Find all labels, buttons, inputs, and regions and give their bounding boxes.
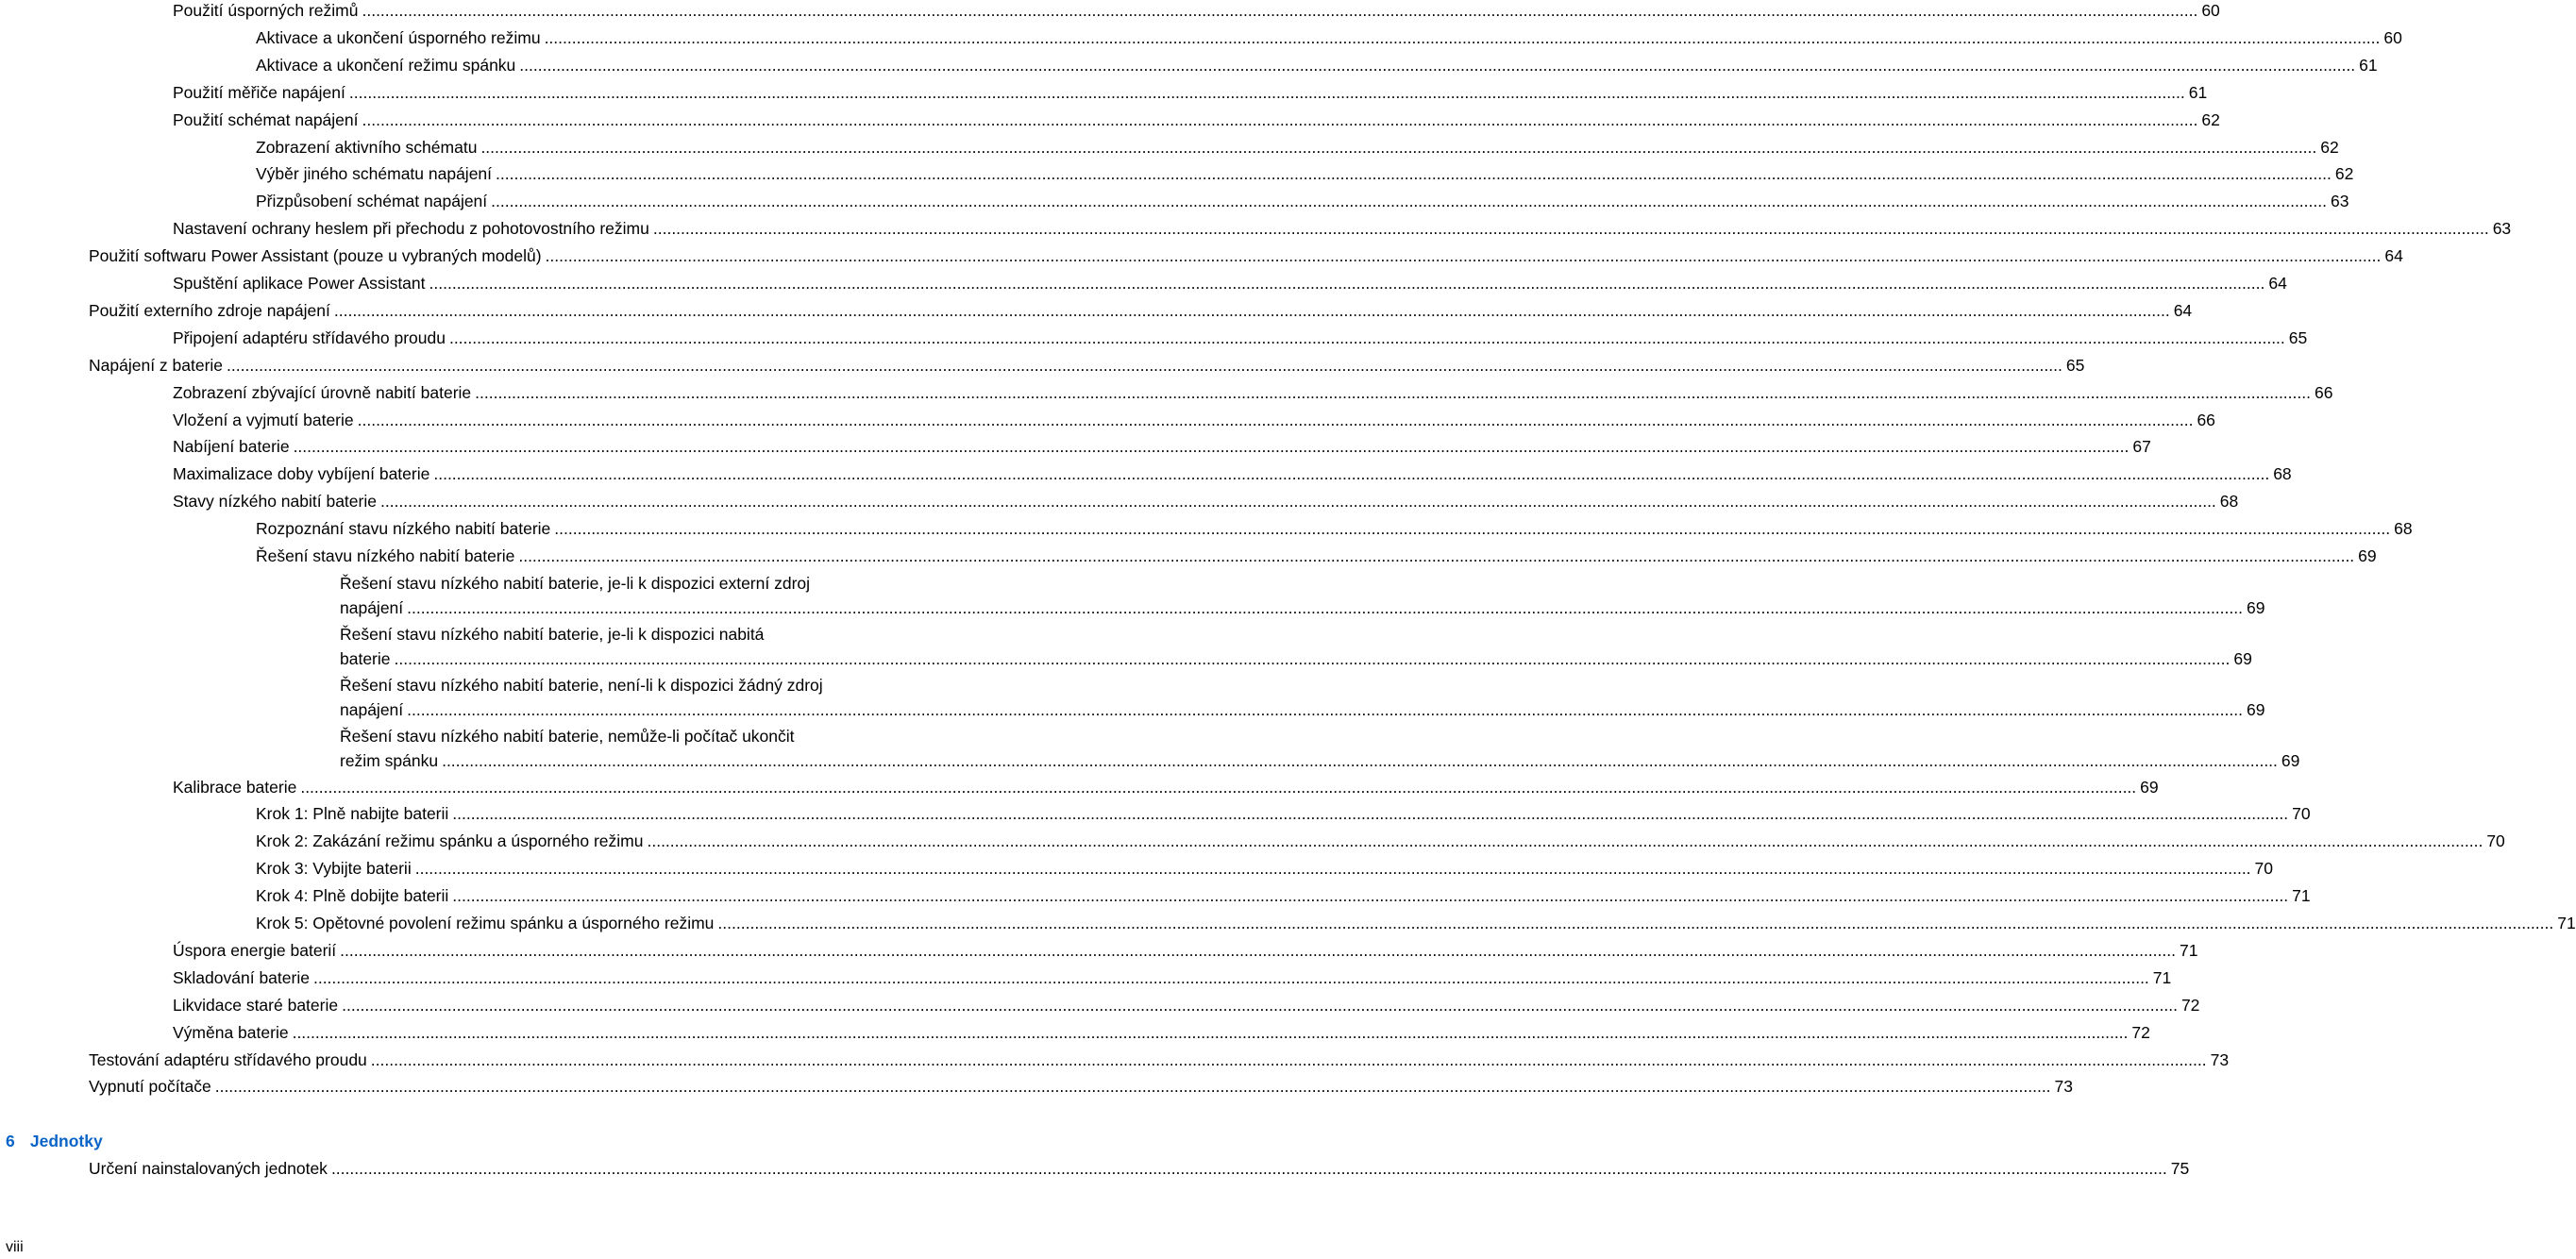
- dot-leader: ................................................................................................................................................................................................................................................................................................................................................................................................................: [379, 492, 2216, 512]
- toc-entry[interactable]: [173, 408, 2215, 432]
- toc-entry[interactable]: [256, 189, 2349, 213]
- toc-entry-title: napájení: [340, 699, 404, 719]
- toc-entry[interactable]: [256, 911, 2576, 935]
- toc-entry-line: [256, 53, 2378, 77]
- toc-entry-page-number: 70: [2486, 831, 2505, 851]
- dot-leader: ................................................................................................................................................................................................................................................................................................................................................................................................................: [433, 464, 2270, 484]
- toc-entry-title: Zobrazení zbývající úrovně nabití baterie: [173, 382, 472, 402]
- dot-leader: ................................................................................................................................................................................................................................................................................................................................................................................................................: [300, 777, 2137, 797]
- toc-entry-title: Výměna baterie: [173, 1022, 289, 1042]
- toc-entry[interactable]: [173, 434, 2151, 459]
- toc-entry[interactable]: [340, 571, 2265, 620]
- toc-entry-page-number: 71: [2179, 940, 2198, 960]
- dot-leader: ................................................................................................................................................................................................................................................................................................................................................................................................................: [330, 1159, 2167, 1178]
- toc-entry-page-number: 68: [2394, 519, 2413, 539]
- toc-entry-title: Krok 1: Plně nabijte baterii: [256, 804, 449, 824]
- toc-entry-title-line: Řešení stavu nízkého nabití baterie, je-li k dispozici externí zdroj: [340, 573, 811, 593]
- toc-entry-page-number: 69: [2358, 546, 2377, 565]
- toc-entry-line: [89, 298, 2193, 323]
- dot-leader: ................................................................................................................................................................................................................................................................................................................................................................................................................: [362, 1, 2198, 20]
- dot-leader: ................................................................................................................................................................................................................................................................................................................................................................................................................: [394, 648, 2231, 668]
- toc-entry-page-number: 73: [2054, 1077, 2074, 1097]
- toc-entry-page-number: 64: [2384, 246, 2403, 266]
- toc-entry-page-number: 72: [2131, 1022, 2150, 1042]
- toc-entry-line: [173, 408, 2215, 432]
- toc-entry-title: Vložení a vyjmutí baterie: [173, 410, 354, 429]
- dot-leader: ................................................................................................................................................................................................................................................................................................................................................................................................................: [340, 940, 2176, 960]
- toc-entry-page-number: 63: [2492, 219, 2512, 239]
- toc-entry-page-number: 69: [2246, 699, 2265, 719]
- toc-entry-title: Spuštění aplikace Power Assistant: [173, 274, 426, 293]
- toc-entry-title: Úspora energie baterií: [173, 940, 337, 960]
- toc-entry-title: Krok 4: Plně dobijte baterii: [256, 886, 449, 906]
- toc-entry-title: napájení: [340, 597, 404, 617]
- toc-entry[interactable]: [256, 135, 2339, 159]
- toc-entry[interactable]: [173, 965, 2172, 990]
- toc-entry-page-number: 75: [2170, 1159, 2190, 1178]
- toc-entry[interactable]: [173, 0, 2220, 23]
- toc-entry-title: Krok 5: Opětovné povolení režimu spánku a úsporného režimu: [256, 914, 715, 932]
- toc-entry-title: Určení nainstalovaných jednotek: [89, 1159, 328, 1178]
- toc-entry-title: Kalibrace baterie: [173, 777, 297, 797]
- toc-entry-title: Použití softwaru Power Assistant (pouze u vybraných modelů): [89, 246, 542, 266]
- toc-entry[interactable]: [340, 622, 2252, 671]
- dot-leader: ................................................................................................................................................................................................................................................................................................................................................................................................................: [292, 1022, 2129, 1042]
- toc-entry-line: [256, 911, 2576, 935]
- toc-entry[interactable]: [173, 380, 2333, 405]
- toc-entry-title: Testování adaptéru střídavého proudu: [89, 1049, 367, 1069]
- toc-entry-line: [89, 243, 2403, 268]
- toc-entry-line: [173, 489, 2239, 513]
- toc-entry-title: Použití externího zdroje napájení: [89, 300, 330, 320]
- toc-entry[interactable]: [89, 1074, 2074, 1099]
- toc-entry[interactable]: [173, 271, 2287, 295]
- toc-entry-line: [173, 216, 2512, 241]
- toc-entry-line: [256, 883, 2311, 908]
- toc-entry-line: [256, 25, 2402, 50]
- toc-entry-title: režim spánku: [340, 750, 439, 770]
- toc-entry-page-number: 69: [2233, 648, 2252, 668]
- toc-entry-page-number: 71: [2292, 886, 2311, 906]
- toc-entry-title: Použití schémat napájení: [173, 109, 359, 129]
- toc-entry-page-number: 66: [2197, 410, 2215, 429]
- toc-entry[interactable]: [89, 298, 2193, 323]
- page-number-footer: viii: [6, 1239, 24, 1255]
- dot-leader: ................................................................................................................................................................................................................................................................................................................................................................................................................: [647, 831, 2483, 851]
- toc-entry[interactable]: [89, 243, 2403, 268]
- toc-entry[interactable]: [173, 216, 2512, 241]
- toc-entry-title: Maximalizace doby vybíjení baterie: [173, 464, 430, 484]
- toc-entry-line: [256, 161, 2354, 186]
- dot-leader: ................................................................................................................................................................................................................................................................................................................................................................................................................: [214, 1077, 2051, 1097]
- toc-entry-line: [173, 965, 2172, 990]
- toc-entry[interactable]: [256, 883, 2311, 908]
- toc-entry-page-number: 66: [2314, 382, 2333, 402]
- dot-leader: ................................................................................................................................................................................................................................................................................................................................................................................................................: [414, 859, 2251, 879]
- toc-entry-page-number: 65: [2065, 355, 2085, 375]
- dot-leader: ................................................................................................................................................................................................................................................................................................................................................................................................................: [545, 246, 2382, 266]
- dot-leader: ................................................................................................................................................................................................................................................................................................................................................................................................................: [452, 886, 2289, 906]
- toc-entry-page-number: 63: [2330, 192, 2349, 211]
- toc-entry-line: [256, 516, 2413, 541]
- toc-entry-title: Stavy nízkého nabití baterie: [173, 492, 377, 512]
- dot-leader: ................................................................................................................................................................................................................................................................................................................................................................................................................: [452, 804, 2289, 824]
- toc-entry-line: [173, 938, 2198, 963]
- toc-entry-line: [256, 829, 2505, 853]
- dot-leader: ................................................................................................................................................................................................................................................................................................................................................................................................................: [480, 137, 2317, 157]
- dot-leader: ................................................................................................................................................................................................................................................................................................................................................................................................................: [544, 27, 2381, 47]
- dot-leader: ................................................................................................................................................................................................................................................................................................................................................................................................................: [496, 164, 2332, 184]
- toc-entry-page-number: 72: [2180, 995, 2200, 1015]
- toc-entry-line: [173, 775, 2159, 799]
- toc-entry[interactable]: [173, 938, 2198, 963]
- toc-entry-line: [256, 189, 2349, 213]
- toc-entry[interactable]: [256, 801, 2311, 826]
- toc-entry-title: baterie: [340, 648, 391, 668]
- toc-entry[interactable]: [256, 856, 2274, 881]
- toc-entry-page-number: 61: [2188, 82, 2208, 102]
- toc-entry-title: Skladování baterie: [173, 967, 310, 987]
- dot-leader: ................................................................................................................................................................................................................................................................................................................................................................................................................: [342, 995, 2178, 1015]
- toc-entry-title: Nastavení ochrany heslem při přechodu z pohotovostního režimu: [173, 219, 649, 239]
- chapter-number: 6: [6, 1132, 15, 1150]
- toc-entry-line: [173, 271, 2287, 295]
- dot-leader: ................................................................................................................................................................................................................................................................................................................................................................................................................: [475, 382, 2311, 402]
- toc-entry-title: Vypnutí počítače: [89, 1077, 211, 1097]
- toc-entry-line: [173, 434, 2151, 459]
- dot-leader: ................................................................................................................................................................................................................................................................................................................................................................................................................: [518, 546, 2355, 565]
- toc-entry-title: Rozpoznání stavu nízkého nabití baterie: [256, 519, 551, 539]
- toc-entry[interactable]: [256, 161, 2354, 186]
- toc-entry-title: Připojení adaptéru střídavého proudu: [173, 327, 446, 347]
- toc-entry-title: Napájení z baterie: [89, 355, 224, 375]
- toc-entry-line: [173, 326, 2308, 350]
- toc-entry[interactable]: [340, 673, 2265, 722]
- toc-entry-title-line: Řešení stavu nízkého nabití baterie, není-li k dispozici žádný zdroj: [340, 675, 823, 695]
- toc-entry-line: [340, 596, 2265, 620]
- toc-entry-line: [256, 135, 2339, 159]
- toc-entry-line: [173, 108, 2220, 132]
- toc-entry-line: [256, 801, 2311, 826]
- dot-leader: ................................................................................................................................................................................................................................................................................................................................................................................................................: [333, 300, 2170, 320]
- toc-entry-page-number: 70: [2292, 804, 2311, 824]
- toc-entry-line: [256, 856, 2274, 881]
- toc-entry-line: [173, 0, 2220, 23]
- toc-entry-title: Výběr jiného schématu napájení: [256, 164, 493, 184]
- toc-entry[interactable]: [173, 993, 2200, 1017]
- toc-entry[interactable]: [173, 489, 2239, 513]
- toc-entry-title: Aktivace a ukončení úsporného režimu: [256, 27, 541, 47]
- toc-entry-title: Krok 3: Vybijte baterii: [256, 859, 412, 879]
- toc-entry-title: Použití úsporných režimů: [173, 1, 359, 20]
- toc-entry-line: [173, 80, 2208, 105]
- dot-leader: ................................................................................................................................................................................................................................................................................................................................................................................................................: [442, 750, 2278, 770]
- dot-leader: ................................................................................................................................................................................................................................................................................................................................................................................................................: [554, 519, 2391, 539]
- toc-entry-title: Použití měřiče napájení: [173, 82, 345, 102]
- toc-entry[interactable]: [173, 108, 2220, 132]
- toc-entry-title: Řešení stavu nízkého nabití baterie: [256, 546, 515, 565]
- toc-entry-page-number: 60: [2201, 1, 2220, 20]
- dot-leader: ................................................................................................................................................................................................................................................................................................................................................................................................................: [407, 699, 2243, 719]
- toc-entry-title-line: Řešení stavu nízkého nabití baterie, nemůže-li počítač ukončit: [340, 726, 795, 746]
- dot-leader: ................................................................................................................................................................................................................................................................................................................................................................................................................: [312, 967, 2149, 987]
- toc-entry-line: [173, 462, 2292, 486]
- toc-entry[interactable]: [256, 544, 2377, 568]
- toc-entry-line: [89, 353, 2085, 378]
- toc-entry-title: Nabíjení baterie: [173, 437, 290, 457]
- toc-entry-line: [340, 646, 2252, 671]
- toc-entry-page-number: 62: [2334, 164, 2354, 184]
- dot-leader: ................................................................................................................................................................................................................................................................................................................................................................................................................: [429, 274, 2265, 293]
- toc-entry-page-number: 71: [2152, 967, 2172, 987]
- toc-entry-page-number: 64: [2268, 274, 2287, 293]
- toc-entry-page-number: 62: [2201, 109, 2220, 129]
- dot-leader: ................................................................................................................................................................................................................................................................................................................................................................................................................: [348, 82, 2185, 102]
- toc-entry-line: [89, 1048, 2230, 1072]
- toc-entry[interactable]: [89, 1156, 2190, 1181]
- toc-entry-page-number: 68: [2219, 492, 2239, 512]
- dot-leader: ................................................................................................................................................................................................................................................................................................................................................................................................................: [652, 219, 2489, 239]
- toc-entry-title: Krok 2: Zakázání režimu spánku a úsporného režimu: [256, 831, 644, 851]
- toc-entry[interactable]: [173, 80, 2208, 105]
- dot-leader: ................................................................................................................................................................................................................................................................................................................................................................................................................: [407, 597, 2243, 617]
- chapter-title: Jednotky: [29, 1132, 103, 1150]
- toc-entry[interactable]: [89, 1048, 2230, 1072]
- toc-entry-page-number: 67: [2132, 437, 2151, 457]
- toc-entry-line: [89, 1156, 2190, 1181]
- toc-entry-page-number: 65: [2288, 327, 2308, 347]
- dot-leader: ................................................................................................................................................................................................................................................................................................................................................................................................................: [717, 914, 2554, 932]
- toc-entry-page-number: 69: [2281, 750, 2300, 770]
- toc-entry[interactable]: [256, 25, 2402, 50]
- dot-leader: ................................................................................................................................................................................................................................................................................................................................................................................................................: [357, 410, 2194, 429]
- toc-entry[interactable]: [173, 775, 2159, 799]
- toc-entry-page-number: 68: [2273, 464, 2292, 484]
- toc-entry-page-number: 69: [2246, 597, 2265, 617]
- toc-entry[interactable]: [256, 516, 2413, 541]
- toc-entry-page-number: 60: [2383, 27, 2402, 47]
- toc-entry-title: Přizpůsobení schémat napájení: [256, 192, 488, 211]
- toc-entry[interactable]: [89, 353, 2085, 378]
- toc-entry[interactable]: [340, 724, 2300, 773]
- toc-entry[interactable]: [256, 829, 2505, 853]
- toc-entry-title-line: Řešení stavu nízkého nabití baterie, je-li k dispozici nabitá: [340, 624, 765, 644]
- toc-entry[interactable]: [173, 462, 2292, 486]
- toc-entry[interactable]: [173, 326, 2308, 350]
- dot-leader: ................................................................................................................................................................................................................................................................................................................................................................................................................: [491, 192, 2327, 211]
- chapter-heading[interactable]: [6, 1129, 103, 1153]
- toc-entry-line: [173, 380, 2333, 405]
- toc-entry-line: [340, 748, 2300, 773]
- dot-leader: ................................................................................................................................................................................................................................................................................................................................................................................................................: [227, 355, 2062, 375]
- toc-entry-page-number: 64: [2173, 300, 2193, 320]
- toc-entry-page-number: 73: [2210, 1049, 2230, 1069]
- toc-entry-line: [340, 697, 2265, 722]
- toc-entry-line: [173, 1020, 2150, 1045]
- toc-entry-line: [256, 544, 2377, 568]
- toc-entry-page-number: 70: [2254, 859, 2274, 879]
- toc-entry[interactable]: [256, 53, 2378, 77]
- dot-leader: ................................................................................................................................................................................................................................................................................................................................................................................................................: [293, 437, 2130, 457]
- dot-leader: ................................................................................................................................................................................................................................................................................................................................................................................................................: [519, 55, 2356, 75]
- toc-entry-page-number: 69: [2140, 777, 2159, 797]
- toc-entry-page-number: 71: [2557, 914, 2576, 932]
- toc-entry-title: Likvidace staré baterie: [173, 995, 339, 1015]
- toc-entry-page-number: 62: [2320, 137, 2339, 157]
- dot-leader: ................................................................................................................................................................................................................................................................................................................................................................................................................: [370, 1049, 2207, 1069]
- toc-entry-page-number: 61: [2359, 55, 2378, 75]
- toc-entry-title: Zobrazení aktivního schématu: [256, 137, 478, 157]
- toc-entry-title: Aktivace a ukončení režimu spánku: [256, 55, 516, 75]
- toc-entry-line: [173, 993, 2200, 1017]
- dot-leader: ................................................................................................................................................................................................................................................................................................................................................................................................................: [448, 327, 2285, 347]
- dot-leader: ................................................................................................................................................................................................................................................................................................................................................................................................................: [362, 109, 2198, 129]
- toc-entry[interactable]: [173, 1020, 2150, 1045]
- toc-entry-line: [89, 1074, 2074, 1099]
